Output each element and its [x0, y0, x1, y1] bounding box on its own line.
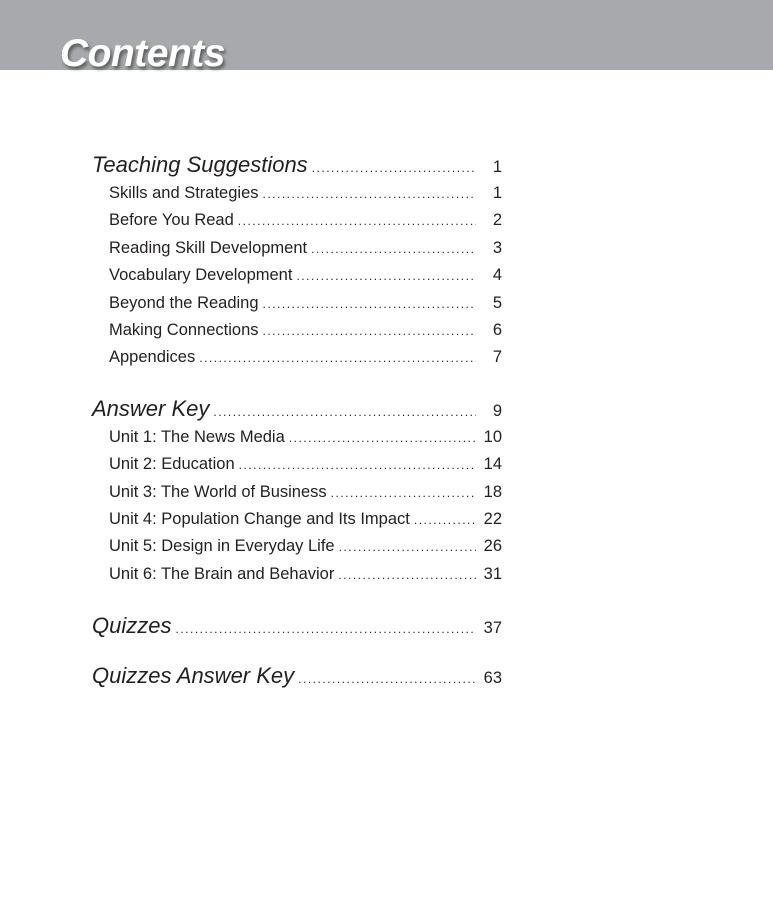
toc-page-number: 1: [492, 158, 502, 176]
toc-page-number: 6: [492, 320, 502, 339]
toc-section-quizzes[interactable]: [92, 613, 502, 645]
toc-page-number: 1: [492, 184, 502, 202]
toc-page-number: 14: [483, 455, 502, 474]
toc-page-number: 3: [492, 238, 502, 257]
toc-item[interactable]: [92, 348, 502, 375]
toc-section-quizzes-answer-key[interactable]: [92, 663, 502, 695]
dot-leader: [263, 187, 477, 201]
toc-item-label: Reading Skill Development: [109, 238, 308, 257]
dot-leader: [414, 513, 476, 527]
toc-item-label: Unit 1: The News Media: [109, 427, 285, 446]
toc-item[interactable]: [92, 483, 502, 510]
toc-section-title: Teaching Suggestions: [92, 152, 308, 177]
dot-leader: [289, 431, 476, 445]
dot-leader: [263, 324, 477, 338]
toc-section-title: Quizzes: [92, 613, 172, 639]
toc-item-label: Unit 6: The Brain and Behavior: [109, 564, 335, 583]
toc-item-label: Unit 2: Education: [109, 455, 235, 474]
table-of-contents: [92, 152, 502, 695]
toc-page-number: 37: [483, 619, 502, 638]
toc-page-number: 31: [483, 564, 502, 583]
toc-item[interactable]: [92, 321, 502, 348]
toc-item-label: Before You Read: [109, 211, 234, 230]
toc-item[interactable]: [92, 565, 502, 592]
dot-leader: [331, 486, 476, 500]
toc-item[interactable]: [92, 184, 502, 211]
dot-leader: [312, 161, 476, 175]
toc-item[interactable]: [92, 510, 502, 537]
dot-leader: [213, 405, 476, 419]
toc-section-title: Answer Key: [92, 395, 210, 421]
toc-item[interactable]: [92, 294, 502, 321]
toc-page-number: 2: [492, 211, 502, 230]
toc-item[interactable]: [92, 266, 502, 293]
toc-page-number: 18: [483, 482, 502, 501]
dot-leader: [263, 297, 476, 311]
toc-page-number: 4: [492, 266, 502, 285]
dot-leader: [339, 540, 476, 554]
toc-item-label: Skills and Strategies: [109, 184, 259, 202]
page-title: Contents: [60, 32, 225, 75]
toc-section-title: Quizzes Answer Key: [92, 663, 295, 689]
dot-leader: [199, 351, 476, 365]
toc-item-label: Making Connections: [109, 320, 259, 339]
dot-leader: [338, 568, 476, 582]
toc-page-number: 7: [492, 348, 502, 367]
dot-leader: [298, 672, 476, 686]
toc-item[interactable]: [92, 211, 502, 238]
toc-page-number: 5: [492, 293, 502, 312]
dot-leader: [175, 622, 476, 636]
dot-leader: [239, 458, 476, 472]
toc-page-number: 22: [483, 509, 502, 528]
toc-item[interactable]: [92, 537, 502, 564]
toc-item-label: Appendices: [109, 348, 196, 367]
toc-section-teaching-suggestions[interactable]: [92, 152, 502, 184]
toc-item[interactable]: [92, 428, 502, 455]
toc-item-label: Beyond the Reading: [109, 293, 259, 312]
dot-leader: [311, 242, 476, 256]
toc-page-number: 63: [483, 669, 502, 688]
toc-section-answer-key[interactable]: [92, 396, 502, 428]
toc-item[interactable]: [92, 239, 502, 266]
toc-page-number: 9: [492, 401, 502, 420]
dot-leader: [296, 269, 476, 283]
dot-leader: [238, 214, 476, 228]
toc-item-label: Unit 3: The World of Business: [109, 482, 327, 501]
toc-item-label: Unit 5: Design in Everyday Life: [109, 537, 335, 556]
toc-item-label: Vocabulary Development: [109, 266, 293, 285]
toc-page-number: 26: [483, 537, 502, 556]
toc-item[interactable]: [92, 455, 502, 482]
toc-page-number: 10: [483, 427, 502, 446]
toc-item-label: Unit 4: Population Change and Its Impact: [109, 509, 410, 528]
